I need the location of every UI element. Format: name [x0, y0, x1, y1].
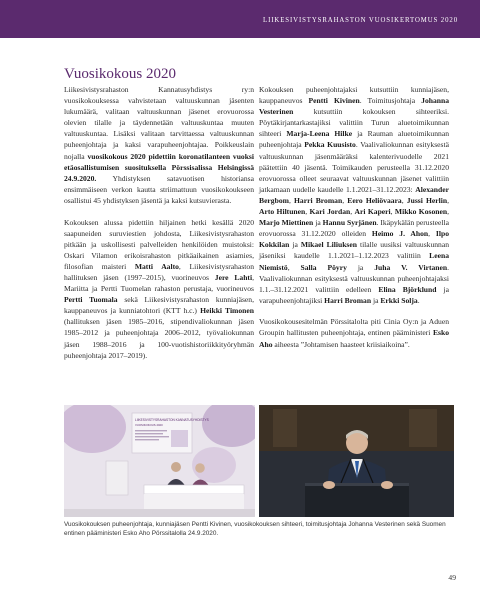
- slide-subtitle: VUOSIKOKOUS 2020: [135, 423, 163, 427]
- page-number: 49: [448, 573, 456, 582]
- photo-caption: Vuosikokouksen puheenjohtaja, kunniajäsen Pentti Kivinen, vuosikokouksen sihteeri, toimitusjohtaja Johanna Vesterinen sekä Suomen entinen pääministeri Esko Aho Pörssitalolla 24.9.2020.: [64, 521, 446, 537]
- speaker-illustration: [259, 405, 454, 517]
- speaker-photo: [259, 405, 454, 517]
- elections-paragraph: Kokouksen puheenjohtajaksi kutsuttiin kunniajäsen, kauppaneuvos Pentti Kivinen. Toimitusjohtaja Johanna Vesterinen kutsuttiin kokouksen sihteeriksi. Pöytäkirjantarkastajiksi valittiin Turun aluetoimikunnan sihteeri Marja-Leena Hilke ja Rauman aluetoimikunnan puheenjohtaja Pekka Kuusisto. Vaalivaliokunnan esityksestä valtuuskunnan jäsenmääräksi kalenterivuodelle 2021 päätettiin 40 jäsentä. Toimikauden perusteella 31.12.2020 erovuorossa olleet seuraavat valtuuskunnan jäsenet valittiin jatkamaan uudelle kaudelle 1.1.2021–31.12.2023: Alexander Bergbom, Harri Broman, Eero Heliövaara, Jussi Herlin, Arto Hiltunen, Kari Jordan, Ari Kaperi, Mikko Kosonen, Marjo Miettinen ja Hannu Syrjänen. Ikäpykälän perusteella erovuorossa 31.12.2020 olleiden Heimo J. Ahon, Ilpo Kokkilan ja Mikael Liliuksen tilalle uusiksi valtuuskunnan jäseniksi kaudelle 1.1.2021–1.12.2023 valittiin Leena Niemistö, Salla Pöyry ja Juha V. Virtanen. Vaalivaliokunnan esityksestä valtuuskunnan puheenjohtajaksi 1.1.–31.12.2021 valittiin edelleen Elina Björklund ja varapuheenjohtajiksi Harri Broman ja Erkki Solja.: [259, 85, 450, 305]
- left-text-column: [64, 84, 254, 371]
- memorial-paragraph: Kokouksen alussa pidettiin hiljainen hetki kesällä 2020 saapuneiden suruviestien johdosta, Liikesivistysrahaston pitkään ja uskollisesti palvelleiden henkilöiden muistoksi: Oskari Vilamon erikoisrahaston pitkäaikainen asiamies, filosofian maisteri Matti Aalto, Liikesivistysrahaston hallituksen jäsen (1997–2015), vuorineuvos Jere Lahti, Mariitta ja Pertti Tuomelan rahaston perustaja, vuorineuvos Pertti Tuomala sekä Liikesivistysrahaston kunniajäsen, kauppaneuvos ja kunniatohtori (KTT h.c.) Heikki Timonen (hallituksen jäsen 1985–2016, stipendivaliokunnan jäsen 1985–2012 ja puheenjohtaja 2006–2012, työvaliokunnan jäsen 1988–2016 ja 100-vuotishistoriikkityöryhmän puheenjohtaja 2017–2019).: [64, 217, 254, 360]
- intro-paragraph: Liikesivistysrahaston Kannatusyhdistys ry:n vuosikokouksessa vahvistetaan valtuuskunnan jäsenten lukumäärä, valitaan valtuuskunnan jäsenet erovuorossa olevien tilalle ja täydennetään valtuuskuntaa muuten valtuuskuntaa. Lisäksi valitaan tarvittaessa valtuuskunnan puheenjohtaja ja kaksi varapuheenjohtajaa. Poikkeuslain nojalla vuosikokous 2020 pidettiin koronatilanteen vuoksi etäosallistumisen suosituksella Pörssisalissa Helsingissä 24.9.2020. Yhdistyksen satavuotisen historiansa ensimmäiseen verkon kautta striimattuun vuosikokoukseen osallistui 45 yhdistyksen jäsentä ja kaksi kutsuvierasta.: [64, 85, 254, 205]
- header-band: [0, 0, 480, 38]
- report-header-title: LIIKESIVISTYSRAHASTON VUOSIKERTOMUS 2020: [263, 17, 458, 24]
- right-text-column: [259, 84, 449, 360]
- keynote-paragraph: Vuosikokousesitelmän Pörssitalolta piti Cinia Oy:n ja Aduen Groupin hallitusten puheenjohtaja, entinen pääministeri Esko Aho aiheesta ”Johtamisen haasteet kriisiaikoina”.: [259, 317, 449, 349]
- meeting-table-illustration: [64, 405, 255, 517]
- meeting-table-photo: [64, 405, 255, 517]
- section-title: Vuosikokous 2020: [64, 66, 177, 82]
- slide-title: LIIKESIVISTYSRAHASTON KANNATUSYHDISTYS: [135, 418, 209, 422]
